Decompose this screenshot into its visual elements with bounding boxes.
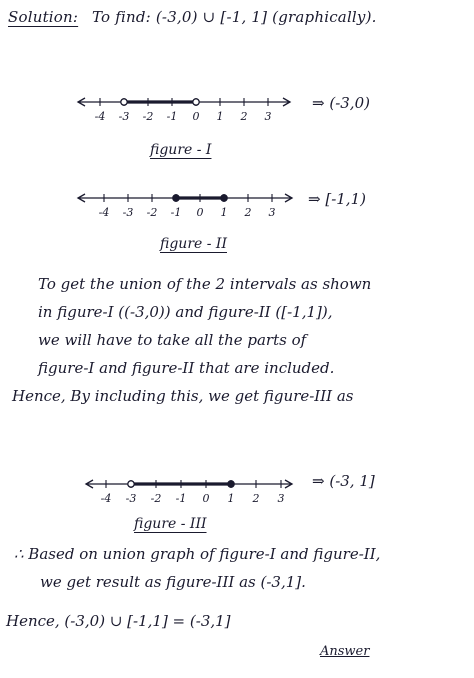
figure-2-caption: figure - II (160, 236, 227, 252)
final-answer: Hence, (-3,0) ∪ [-1,1] = (-3,1] (6, 612, 231, 630)
tick-label: -3 (122, 206, 134, 219)
conclusion-paragraph (14, 540, 470, 596)
tick-label: 1 (220, 206, 228, 219)
paragraph-line: To get the union of the 2 intervals as shown (38, 275, 372, 293)
tick-label: -4 (100, 492, 112, 505)
interval-right-endpoint (228, 481, 234, 487)
tick-label: -3 (125, 492, 137, 505)
tick-label: -1 (170, 206, 182, 219)
number-line-3 (86, 480, 292, 505)
figure-1-caption: figure - I (150, 142, 212, 158)
paragraph-line: Hence, By including this, we get figure-III as (12, 387, 354, 405)
tick-label: 2 (252, 492, 260, 505)
paragraph-line: we will have to take all the parts of (38, 331, 307, 349)
tick-label: -4 (94, 110, 106, 123)
conclusion-line: ∴ Based on union graph of figure-I and figure-II, (14, 545, 381, 563)
figure-3-caption: figure - III (134, 516, 207, 532)
tick-label: 1 (216, 110, 224, 123)
problem-statement: To find: (-3,0) ∪ [-1, 1] (graphically). (92, 8, 377, 26)
solution-label: Solution: (8, 8, 79, 26)
tick-label: -2 (142, 110, 154, 123)
tick-label: 3 (264, 110, 272, 123)
tick-label: -2 (150, 492, 162, 505)
tick-label: 0 (202, 492, 210, 505)
conclusion-line: we get result as figure-III as (-3,1]. (40, 573, 306, 591)
tick-label: 0 (196, 206, 204, 219)
tick-label: 3 (277, 492, 285, 505)
tick-label: -2 (146, 206, 158, 219)
tick-label: -1 (166, 110, 178, 123)
paragraph-line: in figure-I ((-3,0)) and figure-II ([-1,1]), (38, 303, 333, 321)
tick-label: 2 (240, 110, 248, 123)
tick-label: -3 (118, 110, 130, 123)
figure-1-result: ⇒ (-3,0) (312, 94, 370, 112)
tick-label: -1 (175, 492, 187, 505)
tick-label: 1 (227, 492, 235, 505)
interval-left-endpoint (128, 481, 134, 487)
tick-label: -4 (98, 206, 110, 219)
answer-label: Answer (320, 644, 370, 659)
tick-label: 3 (268, 206, 276, 219)
tick-label: 2 (244, 206, 252, 219)
paragraph-line: figure-I and figure-II that are included. (38, 359, 335, 377)
tick-label: 0 (192, 110, 200, 123)
figure-2-result: ⇒ [-1,1) (308, 190, 366, 208)
figure-3-result: ⇒ (-3, 1] (312, 472, 375, 490)
